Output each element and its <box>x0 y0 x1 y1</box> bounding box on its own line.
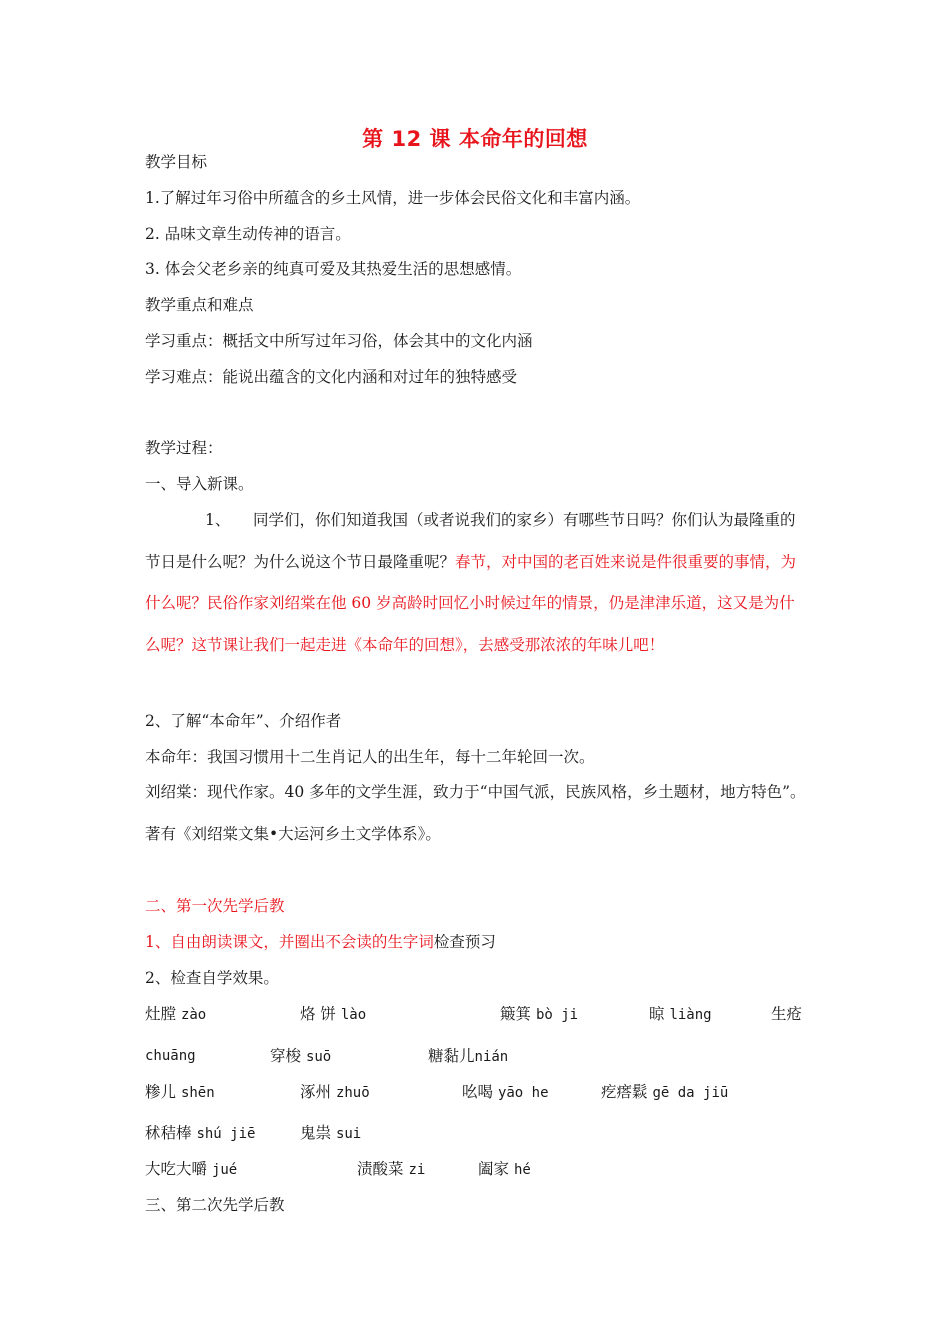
vocab-item: 晾 liàng <box>649 1005 712 1023</box>
part2-item2: 2、检查自学效果。 <box>145 969 279 987</box>
intro-paragraph <box>145 500 809 666</box>
vocab-item: 疙瘩鬏 gē da jiū <box>601 1083 729 1101</box>
objective-item-2: 2. 品味文章生动传神的语言。 <box>145 225 351 243</box>
part2-item1-black: 检查预习 <box>433 933 496 951</box>
objective-item-3: 3. 体会父老乡亲的纯真可爱及其热爱生活的思想感情。 <box>145 260 522 278</box>
key-points-heading: 教学重点和难点 <box>145 296 254 314</box>
intro-text-black: 同学们，你们知道我国（或者说我们的家乡）有哪些节日吗？你们认为最隆重的节日是什么呢？为什么说这个节日最隆重呢？ <box>145 511 796 571</box>
vocab-item: 阖家 hé <box>478 1160 531 1178</box>
intro-item-number: 1、 <box>205 511 231 529</box>
vocab-item: 糖黏儿nián <box>428 1047 509 1065</box>
vocab-item: 灶膛 zào <box>145 1005 207 1023</box>
process-heading: 教学过程： <box>145 439 223 457</box>
vocab-item: 涿州 zhuō <box>300 1083 370 1101</box>
vocab-item: 簸箕 bò ji <box>500 1005 579 1023</box>
vocab-item: 吆喝 yāo he <box>462 1083 549 1101</box>
vocab-item: 烙 饼 lào <box>300 1005 367 1023</box>
key-difficulty: 学习难点：能说出蕴含的文化内涵和对过年的独特感受 <box>145 368 518 386</box>
vocab-item: 鬼祟 sui <box>300 1124 362 1142</box>
vocab-item-word: 生疮 <box>771 1005 803 1023</box>
vocab-item: 糁儿 shēn <box>145 1083 215 1101</box>
vocab-item: 大吃大嚼 jué <box>145 1160 238 1178</box>
part3-heading: 三、第二次先学后教 <box>145 1196 285 1214</box>
objectives-heading: 教学目标 <box>145 153 208 171</box>
vocab-item-pinyin: chuāng <box>145 1048 196 1064</box>
vocab-item: 穿梭 suō <box>270 1047 332 1065</box>
lesson-title: 第 12 课 本命年的回想 <box>362 127 588 151</box>
intro-text-red: 春节，对中国的老百姓来说是件很重要的事情，为什么呢？民俗作家刘绍棠在他 60 岁高龄时回忆小时候过年的情景，仍是津津乐道，这又是为什么呢？这节课让我们一起走进《本命年的回想》，去感受那浓浓的年味儿吧！ <box>145 552 797 654</box>
part2-heading: 二、第一次先学后教 <box>145 897 285 915</box>
part1-item2: 2、了解“本命年”、介绍作者 <box>145 712 342 730</box>
vocab-item: 秫秸棒 shú jiē <box>145 1124 256 1142</box>
objective-item-1: 1.了解过年习俗中所蕴含的乡土风情，进一步体会民俗文化和丰富内涵。 <box>145 189 641 207</box>
benmingnian-definition: 本命年：我国习惯用十二生肖记人的出生年，每十二年轮回一次。 <box>145 748 595 766</box>
part2-item1 <box>145 932 496 952</box>
part1-heading: 一、导入新课。 <box>145 475 254 493</box>
part2-item1-red: 1、自由朗读课文，并圈出不会读的生字词 <box>145 933 434 951</box>
key-focus: 学习重点：概括文中所写过年习俗，体会其中的文化内涵 <box>145 332 533 350</box>
vocab-item: 渍酸菜 zi <box>357 1160 426 1178</box>
author-intro: 刘绍棠：现代作家。40 多年的文学生涯，致力于“中国气派，民族风格，乡土题材，地方特色”。著有《刘绍棠文集•大运河乡土文学体系》。 <box>145 783 806 843</box>
